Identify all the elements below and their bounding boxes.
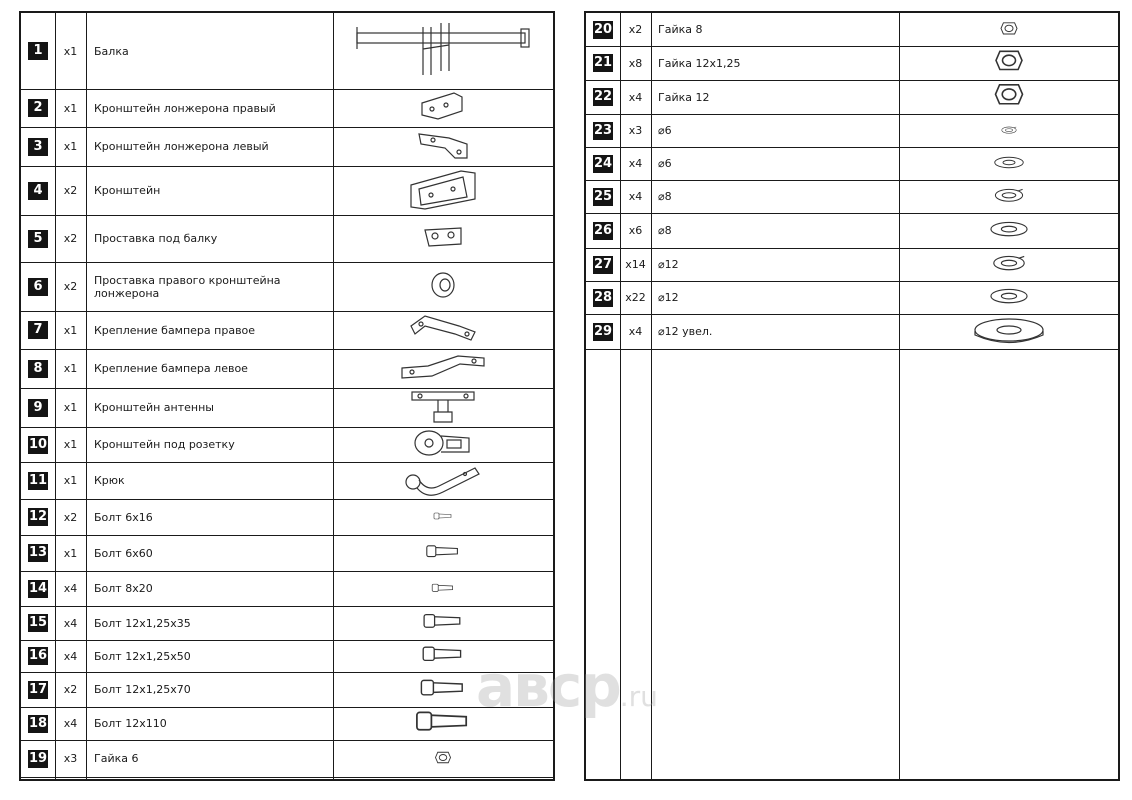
- left-bracket-icon: [415, 128, 471, 166]
- table-row: [586, 114, 1118, 148]
- part-number-cell: [21, 427, 55, 462]
- table-row: [586, 147, 1118, 181]
- watermark-suffix: .ru: [619, 680, 658, 713]
- bolt-icon: [421, 645, 465, 667]
- part-quantity: x1: [63, 362, 78, 375]
- part-quantity: x4: [63, 616, 78, 630]
- part-illustration: [333, 13, 553, 89]
- part-quantity: x2: [628, 23, 643, 36]
- bolt-icon: [431, 583, 455, 595]
- table-row: [586, 46, 1118, 81]
- part-quantity: x1: [63, 474, 78, 487]
- part-number-badge: 17: [28, 681, 48, 697]
- part-quantity: x4: [63, 717, 78, 730]
- part-name: ⌀12: [658, 291, 679, 304]
- part-name: Болт 12x1,25x35: [94, 616, 191, 630]
- part-quantity: x14: [625, 258, 646, 271]
- part-quantity: x1: [63, 438, 78, 451]
- part-number-cell: [21, 166, 55, 215]
- part-name: Гайка 8: [658, 23, 703, 36]
- table-row: [21, 262, 553, 312]
- part-number-cell: [586, 147, 620, 180]
- part-quantity: x1: [63, 546, 78, 560]
- part-quantity: x3: [628, 124, 643, 137]
- antenna-bracket-icon: [408, 388, 478, 428]
- part-illustration: [333, 535, 553, 571]
- spring-washer-icon: [990, 253, 1028, 276]
- part-number-badge: 18: [28, 715, 48, 731]
- part-number-badge: 8: [28, 360, 48, 378]
- part-illustration: [333, 166, 553, 215]
- table-row: [21, 672, 553, 708]
- bolt-icon: [422, 613, 464, 634]
- part-name: ⌀12: [658, 258, 679, 271]
- part-number-cell: [21, 707, 55, 740]
- part-name: Болт 12x1,25x70: [94, 683, 191, 696]
- part-name: Балка: [94, 44, 129, 58]
- part-name: ⌀12 увел.: [658, 325, 713, 338]
- part-number-badge: 27: [593, 256, 613, 272]
- part-name: Гайка 6: [94, 752, 139, 765]
- bolt-icon: [414, 709, 472, 738]
- part-name: Кронштейн: [94, 184, 161, 197]
- table-row: [21, 89, 553, 128]
- part-quantity: x1: [63, 101, 78, 115]
- part-quantity: x22: [625, 291, 646, 304]
- table-row: [586, 180, 1118, 214]
- part-name: Крепление бампера правое: [94, 323, 256, 337]
- part-illustration: [333, 349, 553, 388]
- part-number-cell: [21, 89, 55, 127]
- part-illustration: [333, 127, 553, 166]
- part-number-badge: 25: [593, 188, 613, 204]
- parts-table-right: [584, 11, 1120, 781]
- part-quantity: x1: [63, 401, 78, 414]
- part-number-badge: 4: [28, 182, 48, 200]
- part-number-badge: 10: [28, 436, 48, 452]
- table-row: [586, 213, 1118, 249]
- part-number-badge: 1: [28, 42, 48, 60]
- part-quantity: x1: [63, 323, 78, 337]
- column-divider: [333, 13, 334, 779]
- part-number-badge: 23: [593, 122, 613, 138]
- part-illustration: [899, 213, 1118, 248]
- column-divider: [86, 13, 87, 779]
- part-name: Болт 6x60: [94, 546, 153, 560]
- nut-icon: [992, 81, 1024, 113]
- table-row: [21, 127, 553, 167]
- part-illustration: [899, 281, 1118, 314]
- bolt-icon: [419, 678, 467, 702]
- table-row: [21, 166, 553, 216]
- part-number-cell: [586, 114, 620, 147]
- part-number-badge: 14: [28, 580, 48, 596]
- part-number-cell: [21, 462, 55, 499]
- part-illustration: [333, 740, 553, 777]
- part-number-cell: [21, 388, 55, 427]
- part-illustration: [333, 606, 553, 640]
- part-illustration: [333, 499, 553, 535]
- right-bracket-icon: [418, 89, 468, 127]
- part-number-cell: [21, 262, 55, 311]
- part-illustration: [333, 427, 553, 462]
- beam-icon: [353, 19, 533, 83]
- part-number-badge: 24: [593, 155, 613, 171]
- table-row: [21, 388, 553, 428]
- table-row: [586, 281, 1118, 315]
- part-number-badge: 28: [593, 289, 613, 305]
- part-quantity: x2: [63, 683, 78, 696]
- parts-table-left: [19, 11, 555, 781]
- watermark-logo: [476, 652, 658, 720]
- flat-washer-icon: [992, 155, 1025, 173]
- part-quantity: x2: [63, 280, 78, 293]
- part-quantity: x4: [63, 649, 78, 663]
- part-quantity: x8: [628, 56, 643, 70]
- part-name: Болт 8x20: [94, 582, 153, 595]
- table-row: [21, 462, 553, 500]
- part-quantity: x4: [628, 190, 643, 203]
- bumper-mount-right-icon: [407, 312, 479, 348]
- part-number-cell: [21, 606, 55, 640]
- flat-washer-icon: [988, 286, 1030, 309]
- part-number-cell: [586, 80, 620, 114]
- part-number-badge: 13: [28, 545, 48, 560]
- table-row: [586, 80, 1118, 115]
- part-name: Крюк: [94, 474, 125, 487]
- nut-icon: [434, 750, 452, 768]
- part-illustration: [899, 147, 1118, 180]
- part-name: Болт 6x16: [94, 510, 153, 524]
- part-quantity: x6: [628, 224, 643, 237]
- table-row: [21, 499, 553, 536]
- part-number-cell: [586, 13, 620, 46]
- flat-washer-icon: [988, 219, 1030, 242]
- part-quantity: x3: [63, 752, 78, 765]
- part-number-badge: 19: [28, 750, 48, 766]
- column-divider: [899, 13, 900, 779]
- part-name: Проставка под балку: [94, 232, 218, 245]
- part-number-badge: 29: [593, 323, 613, 339]
- part-number-cell: [21, 499, 55, 535]
- table-row: [21, 349, 553, 389]
- watermark-brand: aвсp: [476, 652, 620, 720]
- table-row: [21, 215, 553, 263]
- part-number-cell: [586, 46, 620, 80]
- table-row: [21, 571, 553, 607]
- part-illustration: [333, 215, 553, 262]
- part-quantity: x4: [628, 157, 643, 170]
- part-illustration: [333, 388, 553, 427]
- part-number-badge: 7: [28, 321, 48, 339]
- part-number-cell: [21, 535, 55, 571]
- nut-icon: [999, 20, 1018, 39]
- part-number-badge: 2: [28, 99, 48, 117]
- part-quantity: x4: [628, 325, 643, 338]
- bolt-icon: [425, 544, 461, 562]
- part-illustration: [333, 262, 553, 311]
- nut-icon: [993, 47, 1024, 78]
- part-illustration: [333, 311, 553, 349]
- part-number-cell: [21, 349, 55, 388]
- bumper-mount-left-icon: [398, 352, 488, 386]
- tow-hook-icon: [403, 462, 483, 500]
- part-quantity: x1: [63, 140, 78, 153]
- part-number-cell: [21, 215, 55, 262]
- part-number-cell: [21, 640, 55, 672]
- part-quantity: x2: [63, 184, 78, 197]
- table-row: [21, 740, 553, 778]
- part-number-cell: [21, 740, 55, 777]
- part-quantity: x4: [628, 90, 643, 104]
- part-name: Болт 12x110: [94, 717, 167, 730]
- part-number-cell: [586, 213, 620, 248]
- part-number-badge: 15: [28, 615, 48, 630]
- table-row: [21, 707, 553, 741]
- part-quantity: x1: [63, 44, 78, 58]
- part-illustration: [333, 89, 553, 127]
- part-number-badge: 26: [593, 222, 613, 238]
- part-illustration: [899, 248, 1118, 281]
- part-name: Проставка правого кронштейна лонжерона: [94, 273, 281, 300]
- part-name: ⌀6: [658, 157, 672, 170]
- large-washer-icon: [971, 316, 1047, 348]
- column-divider: [55, 13, 56, 779]
- part-number-badge: 21: [593, 55, 613, 70]
- socket-bracket-icon: [411, 428, 475, 462]
- part-number-cell: [21, 13, 55, 89]
- part-number-badge: 9: [28, 399, 48, 417]
- spring-washer-icon: [1000, 125, 1018, 136]
- part-name: Кронштейн под розетку: [94, 438, 235, 451]
- part-illustration: [899, 114, 1118, 147]
- part-number-cell: [586, 248, 620, 281]
- part-number-cell: [586, 314, 620, 349]
- part-number-badge: 3: [28, 138, 48, 156]
- part-name: Кронштейн лонжерона правый: [94, 101, 276, 115]
- part-number-badge: 5: [28, 230, 48, 248]
- part-number-badge: 22: [593, 89, 613, 104]
- part-name: Кронштейн антенны: [94, 401, 214, 414]
- part-illustration: [899, 80, 1118, 114]
- bracket-icon: [407, 167, 479, 215]
- part-quantity: x2: [63, 510, 78, 524]
- part-name: Гайка 12: [658, 90, 710, 104]
- spring-washer-icon: [992, 186, 1026, 206]
- part-illustration: [899, 46, 1118, 80]
- part-number-badge: 12: [28, 509, 48, 524]
- part-number-cell: [21, 311, 55, 349]
- table-row: [586, 13, 1118, 47]
- part-number-cell: [586, 281, 620, 314]
- part-illustration: [333, 462, 553, 499]
- part-number-badge: 11: [28, 472, 48, 488]
- part-number-badge: 16: [28, 648, 48, 663]
- spacer-ring-icon: [428, 270, 458, 304]
- spacer-plate-icon: [421, 224, 465, 254]
- part-name: Гайка 12x1,25: [658, 56, 741, 70]
- table-row: [21, 311, 553, 350]
- table-row: [21, 535, 553, 572]
- part-number-badge: 6: [28, 278, 48, 296]
- part-quantity: x2: [63, 232, 78, 245]
- part-name: Болт 12x1,25x50: [94, 649, 191, 663]
- part-number-badge: 20: [593, 21, 613, 37]
- table-row: [21, 13, 553, 90]
- part-name: ⌀8: [658, 224, 672, 237]
- part-number-cell: [21, 127, 55, 166]
- part-name: Кронштейн лонжерона левый: [94, 140, 269, 153]
- part-number-cell: [21, 571, 55, 606]
- table-row: [21, 427, 553, 463]
- part-name: ⌀6: [658, 124, 672, 137]
- part-number-cell: [21, 672, 55, 707]
- part-illustration: [899, 314, 1118, 349]
- part-quantity: x4: [63, 582, 78, 595]
- part-number-cell: [586, 180, 620, 213]
- part-illustration: [899, 180, 1118, 213]
- table-row: [21, 640, 553, 673]
- table-row: [586, 248, 1118, 282]
- part-illustration: [333, 571, 553, 606]
- table-row: [21, 606, 553, 641]
- part-name: ⌀8: [658, 190, 672, 203]
- part-name: Крепление бампера левое: [94, 362, 248, 375]
- part-illustration: [899, 13, 1118, 46]
- bolt-icon: [433, 512, 453, 522]
- table-row: [586, 314, 1118, 350]
